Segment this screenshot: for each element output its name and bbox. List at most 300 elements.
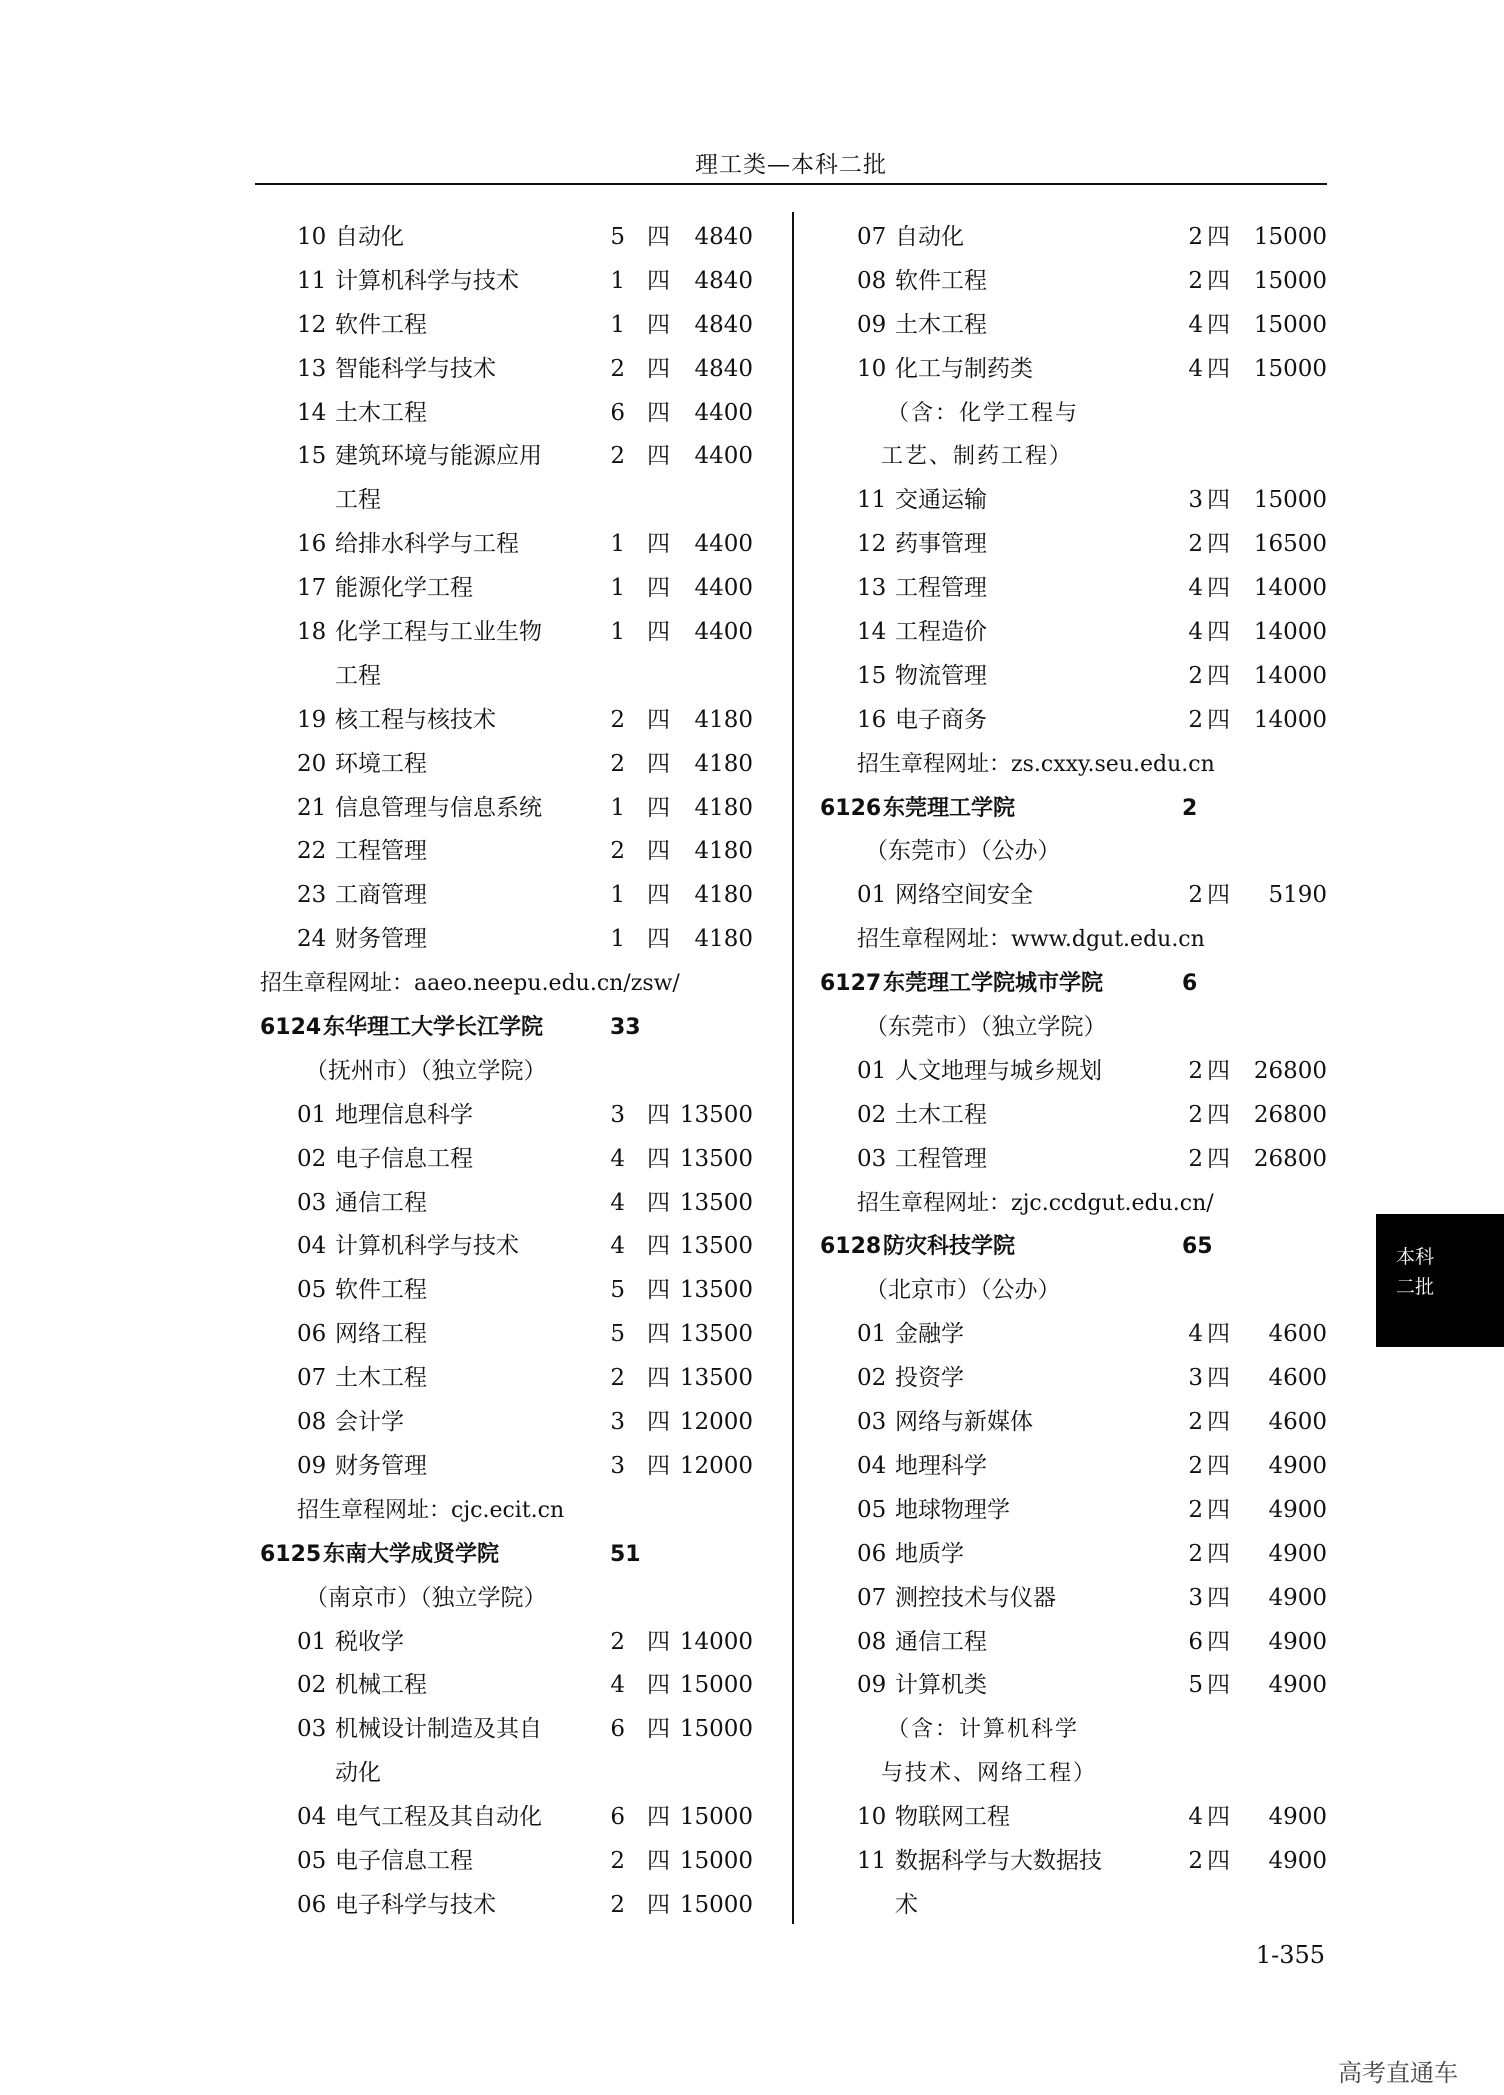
major-row xyxy=(815,1621,1327,1665)
major-years: 四 xyxy=(1207,1540,1230,1567)
major-years: 四 xyxy=(647,1145,670,1172)
major-name: 网络工程 xyxy=(335,1321,427,1348)
major-code: 08 xyxy=(857,267,887,294)
major-code: 02 xyxy=(857,1365,887,1392)
major-years: 四 xyxy=(647,838,670,865)
major-years: 四 xyxy=(1207,1145,1230,1172)
major-quota: 2 xyxy=(610,1891,625,1918)
major-name: 电子信息工程 xyxy=(335,1847,473,1874)
major-years: 四 xyxy=(647,1409,670,1436)
major-fee: 4400 xyxy=(694,399,753,426)
major-fee: 4180 xyxy=(694,706,753,733)
major-row xyxy=(255,1884,755,1928)
major-code: 06 xyxy=(857,1540,887,1567)
major-row xyxy=(255,1269,755,1313)
major-row xyxy=(815,1357,1327,1401)
major-years: 四 xyxy=(1207,1101,1230,1128)
major-row xyxy=(255,787,755,831)
major-name: 财务管理 xyxy=(335,1452,427,1479)
major-quota: 6 xyxy=(610,1804,625,1831)
major-code: 07 xyxy=(857,224,887,250)
major-fee: 4400 xyxy=(694,443,753,470)
major-years: 四 xyxy=(647,443,670,470)
major-quota: 6 xyxy=(610,1716,625,1743)
major-name: 金融学 xyxy=(895,1321,964,1348)
major-name-continued: 术 xyxy=(895,1891,918,1918)
major-fee: 4400 xyxy=(694,619,753,646)
major-years: 四 xyxy=(647,267,670,294)
major-name: 人文地理与城乡规划 xyxy=(895,1057,1102,1084)
major-quota: 4 xyxy=(610,1672,625,1699)
watermark-text: 高考直通车 xyxy=(1338,2059,1458,2087)
major-row xyxy=(815,304,1327,348)
major-code: 24 xyxy=(297,926,327,953)
major-note-line xyxy=(815,1708,1315,1752)
major-code: 11 xyxy=(297,267,327,294)
major-note: 与技术、网络工程） xyxy=(881,1761,1098,1787)
major-quota: 2 xyxy=(1188,1496,1203,1523)
major-fee: 14000 xyxy=(1253,662,1327,689)
major-quota: 6 xyxy=(1188,1628,1203,1655)
major-quota: 2 xyxy=(610,1365,625,1392)
major-years: 四 xyxy=(647,1672,670,1699)
admission-url: 招生章程网址：aaeo.neepu.edu.cn/zsw/ xyxy=(260,971,680,997)
major-years: 四 xyxy=(647,399,670,426)
major-years: 四 xyxy=(1207,1804,1230,1831)
institution-header xyxy=(255,1533,755,1577)
major-note: （含：化学工程与 xyxy=(887,400,1080,426)
major-quota: 4 xyxy=(1188,311,1203,338)
major-name: 税收学 xyxy=(335,1628,404,1655)
major-fee: 15000 xyxy=(1253,267,1327,294)
institution-code: 6124 xyxy=(260,1015,322,1041)
major-row xyxy=(815,1577,1327,1621)
major-code: 02 xyxy=(297,1145,327,1172)
major-row xyxy=(255,1313,755,1357)
major-quota: 4 xyxy=(610,1189,625,1216)
major-name-continued: 工程 xyxy=(335,662,381,689)
column-divider xyxy=(792,212,794,1924)
major-quota: 1 xyxy=(610,311,625,338)
major-years: 四 xyxy=(1207,311,1230,338)
admission-url: 招生章程网址：cjc.ecit.cn xyxy=(297,1497,565,1523)
major-code: 03 xyxy=(857,1409,887,1436)
major-code: 15 xyxy=(297,443,327,470)
major-name: 网络与新媒体 xyxy=(895,1409,1033,1436)
institution-location-type: （南京市）（独立学院） xyxy=(305,1584,547,1611)
major-row xyxy=(255,611,755,655)
major-row xyxy=(255,918,755,962)
major-fee: 4900 xyxy=(1268,1628,1327,1655)
major-name: 电气工程及其自动化 xyxy=(335,1804,542,1831)
major-years: 四 xyxy=(1207,1057,1230,1084)
major-row xyxy=(815,260,1327,304)
major-years: 四 xyxy=(647,1233,670,1260)
major-row xyxy=(255,1708,755,1752)
major-name: 计算机科学与技术 xyxy=(335,1233,519,1260)
major-years: 四 xyxy=(1207,1672,1230,1699)
major-name: 物联网工程 xyxy=(895,1804,1010,1831)
major-years: 四 xyxy=(1207,224,1230,250)
admission-url: 招生章程网址：www.dgut.edu.cn xyxy=(857,927,1205,953)
major-row xyxy=(815,1401,1327,1445)
major-quota: 3 xyxy=(610,1452,625,1479)
major-quota: 5 xyxy=(1188,1672,1203,1699)
major-fee: 15000 xyxy=(1253,224,1327,250)
major-name-continued xyxy=(815,1884,1315,1928)
major-code: 17 xyxy=(297,575,327,602)
major-row xyxy=(255,348,755,392)
major-years: 四 xyxy=(647,575,670,602)
major-name: 土木工程 xyxy=(895,1101,987,1128)
major-quota: 3 xyxy=(1188,1365,1203,1392)
major-fee: 13500 xyxy=(679,1321,753,1348)
major-fee: 15000 xyxy=(679,1804,753,1831)
major-name: 自动化 xyxy=(335,224,404,250)
major-row xyxy=(815,699,1327,743)
institution-location-type: （东莞市）（独立学院） xyxy=(865,1014,1107,1041)
institution-location-type: （抚州市）（独立学院） xyxy=(305,1057,547,1084)
major-row xyxy=(815,1840,1327,1884)
major-code: 14 xyxy=(297,399,327,426)
major-name: 物流管理 xyxy=(895,662,987,689)
major-quota: 5 xyxy=(610,1277,625,1304)
major-quota: 1 xyxy=(610,531,625,558)
institution-name: 东华理工大学长江学院 xyxy=(323,1015,544,1041)
major-code: 01 xyxy=(297,1101,327,1128)
major-row xyxy=(255,1138,755,1182)
major-row xyxy=(255,1094,755,1138)
major-fee: 4900 xyxy=(1268,1804,1327,1831)
institution-location xyxy=(255,1577,755,1621)
major-code: 14 xyxy=(857,619,887,646)
major-row xyxy=(815,1094,1327,1138)
major-years: 四 xyxy=(647,1452,670,1479)
institution-location xyxy=(255,1050,755,1094)
major-name: 土木工程 xyxy=(335,399,427,426)
admission-url-row xyxy=(255,962,755,1006)
major-years: 四 xyxy=(1207,355,1230,382)
major-note-line xyxy=(815,1752,1315,1796)
major-row xyxy=(815,874,1327,918)
major-fee: 15000 xyxy=(679,1847,753,1874)
major-name: 电子商务 xyxy=(895,706,987,733)
major-fee: 15000 xyxy=(1253,487,1327,514)
major-quota: 2 xyxy=(610,706,625,733)
major-years: 四 xyxy=(647,1365,670,1392)
major-quota: 2 xyxy=(1188,1145,1203,1172)
major-row xyxy=(255,874,755,918)
major-code: 09 xyxy=(857,1672,887,1699)
institution-total-quota: 65 xyxy=(1182,1234,1213,1260)
major-fee: 4600 xyxy=(1268,1365,1327,1392)
major-quota: 4 xyxy=(1188,355,1203,382)
major-code: 07 xyxy=(857,1584,887,1611)
major-name: 财务管理 xyxy=(335,926,427,953)
major-row xyxy=(255,1225,755,1269)
major-row xyxy=(815,1050,1327,1094)
institution-location-type: （东莞市）（公办） xyxy=(865,838,1061,865)
major-years: 四 xyxy=(647,619,670,646)
major-name: 自动化 xyxy=(895,224,964,250)
institution-name: 防灾科技学院 xyxy=(883,1234,1016,1260)
page-header-title: 理工类—本科二批 xyxy=(695,152,887,178)
major-row xyxy=(815,1138,1327,1182)
major-code: 03 xyxy=(857,1145,887,1172)
institution-total-quota: 51 xyxy=(610,1541,641,1567)
major-row xyxy=(255,435,755,479)
major-name: 工程管理 xyxy=(895,1145,987,1172)
major-code: 23 xyxy=(297,882,327,909)
major-name: 交通运输 xyxy=(895,487,987,514)
major-name: 地理信息科学 xyxy=(335,1101,473,1128)
major-years: 四 xyxy=(647,794,670,821)
major-code: 10 xyxy=(857,1804,887,1831)
major-note-line xyxy=(815,392,1315,436)
major-years: 四 xyxy=(647,355,670,382)
major-row xyxy=(255,523,755,567)
major-quota: 2 xyxy=(1188,706,1203,733)
major-years: 四 xyxy=(647,1804,670,1831)
major-row xyxy=(255,1664,755,1708)
major-fee: 4180 xyxy=(694,794,753,821)
major-code: 12 xyxy=(297,311,327,338)
institution-header xyxy=(815,787,1315,831)
major-fee: 26800 xyxy=(1253,1057,1327,1084)
major-fee: 4900 xyxy=(1268,1452,1327,1479)
major-fee: 4900 xyxy=(1268,1584,1327,1611)
institution-location xyxy=(815,1006,1315,1050)
admission-url-row xyxy=(255,1489,755,1533)
major-years: 四 xyxy=(647,1277,670,1304)
major-quota: 2 xyxy=(610,750,625,777)
major-fee: 13500 xyxy=(679,1189,753,1216)
major-name: 工商管理 xyxy=(335,882,427,909)
major-quota: 4 xyxy=(1188,1321,1203,1348)
page-number: 1-355 xyxy=(1255,1941,1325,1969)
major-quota: 5 xyxy=(610,224,625,250)
major-years: 四 xyxy=(647,1189,670,1216)
major-code: 01 xyxy=(857,882,887,909)
major-code: 11 xyxy=(857,487,887,514)
major-quota: 2 xyxy=(1188,224,1203,250)
major-fee: 15000 xyxy=(1253,311,1327,338)
major-row xyxy=(255,1182,755,1226)
major-years: 四 xyxy=(1207,487,1230,514)
major-fee: 13500 xyxy=(679,1277,753,1304)
major-code: 19 xyxy=(297,706,327,733)
major-quota: 5 xyxy=(610,1321,625,1348)
major-quota: 1 xyxy=(610,926,625,953)
major-code: 16 xyxy=(857,706,887,733)
major-name-continued xyxy=(255,655,755,699)
major-row xyxy=(255,1401,755,1445)
right-column xyxy=(815,216,1327,1928)
major-fee: 15000 xyxy=(1253,355,1327,382)
institution-total-quota: 6 xyxy=(1182,971,1198,997)
major-row xyxy=(815,479,1327,523)
major-years: 四 xyxy=(1207,1628,1230,1655)
institution-name: 东南大学成贤学院 xyxy=(323,1541,500,1567)
institution-header xyxy=(815,1225,1315,1269)
major-name: 机械工程 xyxy=(335,1672,427,1699)
major-years: 四 xyxy=(647,1101,670,1128)
major-row xyxy=(815,655,1327,699)
major-years: 四 xyxy=(1207,1496,1230,1523)
major-name: 工程管理 xyxy=(335,838,427,865)
major-fee: 14000 xyxy=(1253,706,1327,733)
major-quota: 1 xyxy=(610,794,625,821)
major-quota: 3 xyxy=(1188,487,1203,514)
major-years: 四 xyxy=(1207,531,1230,558)
major-code: 01 xyxy=(857,1057,887,1084)
major-row xyxy=(255,830,755,874)
major-fee: 4400 xyxy=(694,575,753,602)
major-years: 四 xyxy=(1207,1321,1230,1348)
major-code: 10 xyxy=(857,355,887,382)
major-code: 11 xyxy=(857,1847,887,1874)
major-fee: 13500 xyxy=(679,1233,753,1260)
major-quota: 4 xyxy=(610,1145,625,1172)
major-row xyxy=(815,348,1327,392)
major-years: 四 xyxy=(1207,706,1230,733)
major-years: 四 xyxy=(1207,1584,1230,1611)
major-code: 05 xyxy=(857,1496,887,1523)
major-name-continued: 动化 xyxy=(335,1760,381,1787)
major-name: 通信工程 xyxy=(335,1189,427,1216)
major-row xyxy=(815,1445,1327,1489)
major-name-continued: 工程 xyxy=(335,487,381,514)
major-name: 通信工程 xyxy=(895,1628,987,1655)
major-fee: 4900 xyxy=(1268,1847,1327,1874)
major-quota: 2 xyxy=(610,1628,625,1655)
major-row xyxy=(815,1533,1327,1577)
major-name-continued xyxy=(255,479,755,523)
left-column xyxy=(255,216,755,1928)
major-row xyxy=(815,1313,1327,1357)
major-years: 四 xyxy=(647,531,670,558)
section-side-tab xyxy=(1376,1214,1504,1347)
major-years: 四 xyxy=(1207,662,1230,689)
major-name: 数据科学与大数据技 xyxy=(895,1847,1102,1874)
major-name: 测控技术与仪器 xyxy=(895,1584,1056,1611)
major-years: 四 xyxy=(647,1321,670,1348)
major-fee: 12000 xyxy=(679,1452,753,1479)
major-quota: 4 xyxy=(1188,619,1203,646)
major-code: 03 xyxy=(297,1189,327,1216)
major-fee: 15000 xyxy=(679,1716,753,1743)
major-name: 环境工程 xyxy=(335,750,427,777)
major-code: 03 xyxy=(297,1716,327,1743)
major-code: 09 xyxy=(857,311,887,338)
major-years: 四 xyxy=(1207,1409,1230,1436)
major-note-line xyxy=(815,435,1315,479)
major-years: 四 xyxy=(647,1628,670,1655)
institution-code: 6125 xyxy=(260,1541,322,1567)
major-code: 13 xyxy=(297,355,327,382)
major-name: 软件工程 xyxy=(335,311,427,338)
major-row xyxy=(255,1796,755,1840)
major-quota: 3 xyxy=(610,1409,625,1436)
major-fee: 4900 xyxy=(1268,1540,1327,1567)
major-row xyxy=(815,1796,1327,1840)
major-row xyxy=(255,392,755,436)
major-note: （含：计算机科学 xyxy=(887,1717,1080,1743)
major-name: 计算机科学与技术 xyxy=(335,267,519,294)
major-quota: 2 xyxy=(1188,1847,1203,1874)
major-quota: 1 xyxy=(610,882,625,909)
major-name: 给排水科学与工程 xyxy=(335,531,519,558)
major-row xyxy=(255,743,755,787)
major-years: 四 xyxy=(647,311,670,338)
major-name: 信息管理与信息系统 xyxy=(335,794,542,821)
major-name: 地理科学 xyxy=(895,1452,987,1479)
major-fee: 13500 xyxy=(679,1145,753,1172)
major-name: 建筑环境与能源应用 xyxy=(335,443,542,470)
admission-url-row xyxy=(815,1182,1315,1226)
institution-name: 东莞理工学院 xyxy=(883,795,1016,821)
major-code: 10 xyxy=(297,224,327,250)
major-fee: 26800 xyxy=(1253,1145,1327,1172)
major-fee: 14000 xyxy=(679,1628,753,1655)
major-name: 化工与制药类 xyxy=(895,355,1033,382)
major-years: 四 xyxy=(647,706,670,733)
major-name: 投资学 xyxy=(895,1365,964,1392)
major-years: 四 xyxy=(1207,1452,1230,1479)
major-fee: 14000 xyxy=(1253,619,1327,646)
major-code: 07 xyxy=(297,1365,327,1392)
institution-header xyxy=(255,1006,755,1050)
major-fee: 4180 xyxy=(694,882,753,909)
major-row xyxy=(255,699,755,743)
major-note: 工艺、制药工程） xyxy=(881,444,1074,470)
major-fee: 15000 xyxy=(679,1891,753,1918)
major-name: 能源化学工程 xyxy=(335,575,473,602)
major-row xyxy=(815,611,1327,655)
institution-code: 6127 xyxy=(820,971,882,997)
major-name: 土木工程 xyxy=(335,1365,427,1392)
major-quota: 1 xyxy=(610,575,625,602)
major-quota: 2 xyxy=(610,838,625,865)
major-years: 四 xyxy=(647,1847,670,1874)
major-name: 电子信息工程 xyxy=(335,1145,473,1172)
major-code: 02 xyxy=(297,1672,327,1699)
major-row xyxy=(255,567,755,611)
institution-total-quota: 33 xyxy=(610,1015,641,1041)
major-fee: 4840 xyxy=(694,224,753,250)
major-row xyxy=(255,1445,755,1489)
major-fee: 4180 xyxy=(694,838,753,865)
major-fee: 4600 xyxy=(1268,1409,1327,1436)
major-name: 化学工程与工业生物 xyxy=(335,619,542,646)
major-fee: 5190 xyxy=(1268,882,1327,909)
major-name: 机械设计制造及其自 xyxy=(335,1716,542,1743)
major-row xyxy=(255,260,755,304)
major-code: 20 xyxy=(297,750,327,777)
major-years: 四 xyxy=(1207,1847,1230,1874)
major-row xyxy=(255,1621,755,1665)
side-tab-line2: 二批 xyxy=(1396,1276,1435,1298)
major-years: 四 xyxy=(647,882,670,909)
major-quota: 4 xyxy=(1188,1804,1203,1831)
major-quota: 2 xyxy=(610,1847,625,1874)
major-fee: 14000 xyxy=(1253,575,1327,602)
major-code: 04 xyxy=(297,1233,327,1260)
major-code: 15 xyxy=(857,662,887,689)
major-row xyxy=(815,1489,1327,1533)
major-fee: 4600 xyxy=(1268,1321,1327,1348)
major-fee: 4900 xyxy=(1268,1496,1327,1523)
